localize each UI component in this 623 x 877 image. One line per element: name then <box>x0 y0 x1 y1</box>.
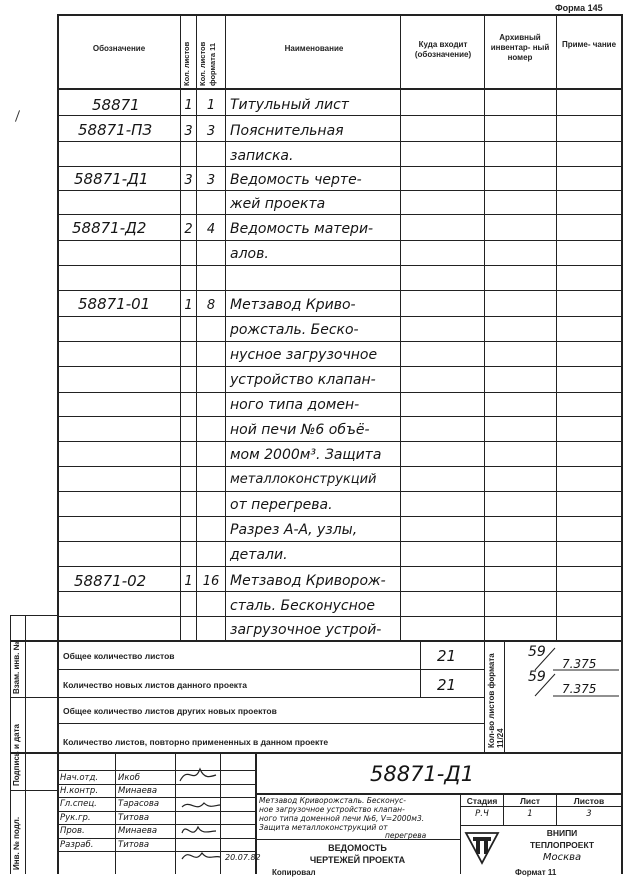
stamp-name: Икоб <box>118 773 140 783</box>
row-code: 58871-Д2 <box>72 219 147 237</box>
stamp-desc-line: Защита металлоконструкций от <box>259 823 388 832</box>
stamp-sheet-label: Лист <box>519 796 541 806</box>
stamp-name: Минаева <box>118 786 158 796</box>
header-name: Наименование <box>284 44 344 53</box>
stamp-desc-line: Метзавод Криворожсталь. Бесконус- <box>259 796 406 805</box>
row-sheets: 1 <box>184 574 193 589</box>
header-archive: Архивный инвентар- ный номер <box>490 33 550 62</box>
stamp-name: Титова <box>118 840 150 850</box>
margin-sign-date: Подпись и дата <box>12 724 21 786</box>
stamp-name: Титова <box>118 813 150 823</box>
row-name-line: загрузочное устрой- <box>230 622 382 638</box>
stamp-name: Минаева <box>118 826 158 836</box>
row-sheets: 3 <box>184 124 193 139</box>
row-sheets: 1 <box>184 298 193 313</box>
row-name-line: устройство клапан- <box>230 372 376 388</box>
row-format11: 3 <box>206 124 216 139</box>
format11-fraction-lines <box>505 642 621 698</box>
total-label: Количество новых листов данного проекта <box>63 680 247 690</box>
row-name-line: Пояснительная <box>230 123 344 139</box>
row-sheets: 3 <box>184 173 193 188</box>
total-label: Количество листов, повторно примененных в данном проекте <box>63 737 329 747</box>
row-name-line: от перегрева. <box>230 497 333 513</box>
stamp-role: Гл.спец. <box>60 799 97 809</box>
form-label: Форма 145 <box>555 3 603 13</box>
format11-value: 7.375 <box>562 657 597 671</box>
stamp-stage-label: Стадия <box>466 796 498 806</box>
stamp-role: Нач.отд. <box>60 773 99 783</box>
row-name-line: нусное загрузочное <box>230 347 378 363</box>
row-format11: 1 <box>206 98 216 113</box>
org-line: ВНИПИ <box>546 828 578 838</box>
row-code: 58871-Д1 <box>74 170 149 188</box>
row-name-line: Ведомость матери- <box>230 221 374 237</box>
total-value: 21 <box>437 676 457 694</box>
row-name-line: Разрез А-А, узлы, <box>230 522 358 538</box>
row-format11: 8 <box>206 298 216 313</box>
stamp-sheets-label: Листов <box>573 796 605 806</box>
row-name-line: мом 2000м³. Защита <box>230 447 382 463</box>
margin-replace-inv: Взам. инв. № <box>12 641 21 694</box>
organization-logo-icon <box>464 829 500 865</box>
row-name-line: рожсталь. Беско- <box>230 322 359 338</box>
format11-value: 7.375 <box>562 682 597 696</box>
footer-copied: Копировал <box>272 868 316 877</box>
stamp-title-line: ВЕДОМОСТЬ <box>328 843 387 853</box>
stamp-title-line: ЧЕРТЕЖЕЙ ПРОЕКТА <box>309 855 406 865</box>
header-note: Приме- чание <box>561 40 617 49</box>
stamp-desc-line: ного типа доменной печи №6, V=2000м3. <box>259 814 425 823</box>
row-sheets: 1 <box>184 98 193 113</box>
row-name-line: алов. <box>230 246 269 262</box>
stamp-stage-value: Р.Ч <box>475 809 489 819</box>
row-format11: 3 <box>206 173 216 188</box>
stamp-sheet-value: 1 <box>527 809 533 819</box>
row-code: 58871-ПЗ <box>78 121 153 139</box>
stamp-document-code: 58871-Д1 <box>370 762 475 786</box>
row-name-line: металлоконструкций <box>230 472 377 487</box>
stamp-desc-line: перегрева <box>385 831 427 840</box>
row-name-line: ного типа домен- <box>230 397 360 413</box>
row-code: 58871-02 <box>74 572 147 590</box>
total-value: 21 <box>437 647 457 665</box>
format11-value: 59 <box>528 669 546 685</box>
row-name-line: жей проекта <box>230 196 326 212</box>
stamp-role: Н.контр. <box>60 786 99 796</box>
format11-value: 59 <box>528 644 546 660</box>
footer-format: Формат 11 <box>515 868 557 877</box>
row-name-line: записка. <box>230 148 294 164</box>
row-code: 58871-01 <box>78 295 151 313</box>
stamp-name: Тарасова <box>118 799 160 809</box>
org-line: Москва <box>542 852 582 863</box>
row-sheets: 2 <box>184 222 193 237</box>
header-sheet-count: Кол. листов <box>182 41 191 86</box>
margin-orig-inv: Инв. № подл. <box>12 816 21 870</box>
total-label: Общее количество листов других новых проектов <box>63 706 277 716</box>
header-where-used: Куда входит (обозначение) <box>414 40 472 59</box>
row-name-line: детали. <box>230 547 288 563</box>
org-line: ТЕПЛОПРОЕКТ <box>529 840 595 850</box>
row-name-line: Титульный лист <box>230 97 349 113</box>
signatures-drawing <box>176 755 254 873</box>
total-label: Общее количество листов <box>63 651 175 661</box>
header-designation: Обозначение <box>92 44 146 53</box>
row-name-line: сталь. Бесконусное <box>230 598 375 614</box>
stamp-role: Рук.гр. <box>60 813 91 823</box>
row-name-line: Ведомость черте- <box>230 172 362 188</box>
row-code: 58871 <box>92 96 140 114</box>
stamp-date: 20.07.82 <box>225 853 261 862</box>
row-name-line: Метзавод Криво- <box>230 297 356 313</box>
row-format11: 16 <box>202 574 220 589</box>
format11-side-label: Кол-во листов формата 11/24 <box>487 653 505 748</box>
stamp-sheets-value: 3 <box>586 809 592 819</box>
stamp-desc-line: ное загрузочное устройство клапан- <box>259 805 405 814</box>
header-format11-count: Кол. листов формата 11 <box>198 41 217 86</box>
stamp-role: Пров. <box>60 826 85 836</box>
stamp-role: Разраб. <box>60 840 94 850</box>
row-name-line: Метзавод Криворож- <box>230 573 386 589</box>
row-format11: 4 <box>206 222 216 237</box>
row-name-line: ной печи №6 объё- <box>230 422 370 438</box>
